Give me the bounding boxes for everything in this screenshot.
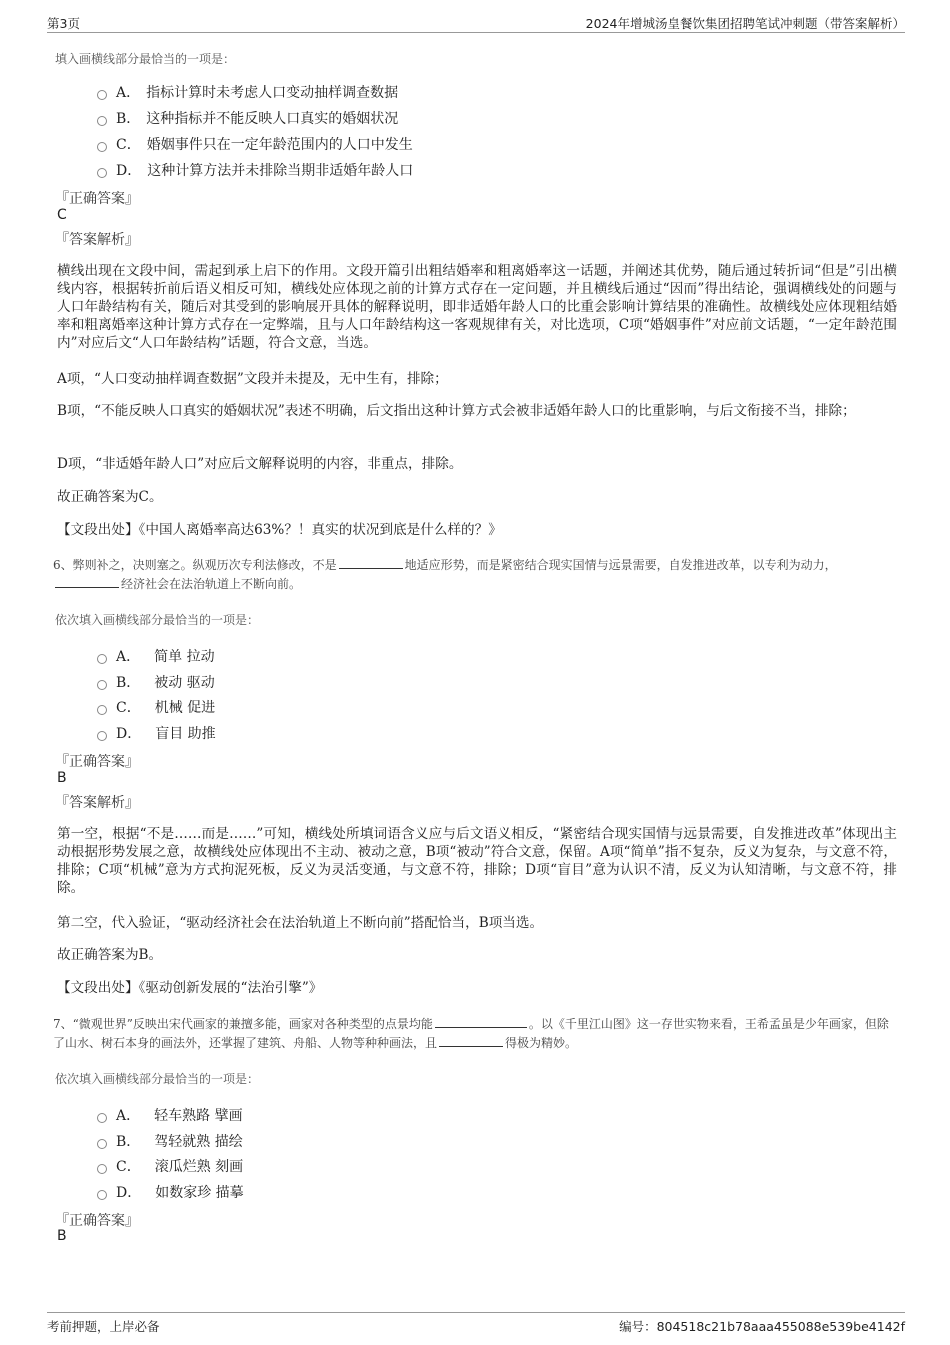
q6-analysis-label: 『答案解析』 xyxy=(55,795,139,811)
q6-analysis-paragraph: 第一空，根据“不是……而是……”可知，横线处所填词语含义应与后文语义相反，“紧密结合现实国情与远景需要，自发推进改革”体现出主动根据形势发展之意，故横线处应体现出不主动、被动之意，B项“被动”符合文意，保留。A项“简单”指不复杂，反义为复杂，与文意不符，排除；C项“机械”意为方式拘泥死板，反义为灵活变通，与文意不符，排除；D项“盲目”意为认识不清，反义为认知清晰，与文意不符，排除。 xyxy=(57,826,897,896)
q5-prompt: 填入画横线部分最恰当的一项是： xyxy=(55,52,236,66)
page-header xyxy=(47,12,905,33)
radio-icon[interactable] xyxy=(97,680,107,690)
blank-line xyxy=(439,1035,503,1047)
radio-icon[interactable] xyxy=(97,1164,107,1174)
q6-prompt: 依次填入画横线部分最恰当的一项是： xyxy=(55,613,260,627)
q7-answer: B xyxy=(57,1228,67,1244)
q6-option-a[interactable]: A． 简单 拉动 xyxy=(97,646,215,666)
q7-question-text: 7、“微观世界”反映出宋代画家的兼擅多能，画家对各种类型的点景均能 。以《千里江山图》这一存世实物来看，王希孟虽是少年画家，但除了山水、树石本身的画法外，还掌握了建筑、舟船、人物等种种画法，且 得极为精妙。 xyxy=(53,1017,889,1050)
q5-option-b[interactable]: B． 这种指标并不能反映人口真实的婚姻状况 xyxy=(97,108,398,128)
q7-prompt: 依次填入画横线部分最恰当的一项是： xyxy=(55,1072,260,1086)
radio-icon[interactable] xyxy=(97,731,107,741)
q6-option-d[interactable]: D． 盲目 助推 xyxy=(97,723,216,743)
q5-source: 【文段出处】《中国人离婚率高达63%？！真实的状况到底是什么样的？》 xyxy=(57,522,502,538)
q7-option-a[interactable]: A． 轻车熟路 擘画 xyxy=(97,1105,243,1125)
document-serial: 编号：804518c21b78aaa455088e539be4142f xyxy=(619,1319,905,1334)
radio-icon[interactable] xyxy=(97,116,107,126)
q5-analysis-paragraph: 故正确答案为C。 xyxy=(57,489,163,505)
footer-slogan: 考前押题，上岸必备 xyxy=(47,1319,160,1334)
q6-question-text: 6、弊则补之，决则塞之。纵观历次专利法修改，不是 地适应形势，而是紧密结合现实国情与远景需要，自发推进改革，以专利为动力，经济社会在法治轨道上不断向前。 xyxy=(53,558,837,591)
radio-icon[interactable] xyxy=(97,168,107,178)
q6-answer-label: 『正确答案』 xyxy=(55,754,139,770)
radio-icon[interactable] xyxy=(97,1190,107,1200)
q5-answer: C xyxy=(57,207,67,223)
q7-option-b[interactable]: B． 驾轻就熟 描绘 xyxy=(97,1131,243,1151)
q7-option-d[interactable]: D． 如数家珍 描摹 xyxy=(97,1182,244,1202)
radio-icon[interactable] xyxy=(97,1113,107,1123)
radio-icon[interactable] xyxy=(97,90,107,100)
q5-option-c[interactable]: C． 婚姻事件只在一定年龄范围内的人口中发生 xyxy=(97,134,413,154)
q6-analysis-paragraph: 第二空，代入验证，“驱动经济社会在法治轨道上不断向前”搭配恰当，B项当选。 xyxy=(57,915,544,931)
blank-line xyxy=(55,576,119,588)
q5-option-a[interactable]: A． 指标计算时未考虑人口变动抽样调查数据 xyxy=(97,82,398,102)
radio-icon[interactable] xyxy=(97,654,107,664)
q5-analysis-paragraph: B项，“不能反映人口真实的婚姻状况”表述不明确，后文指出这种计算方式会被非适婚年龄人口的比重影响，与后文衔接不当，排除； xyxy=(57,403,856,419)
q5-analysis-paragraph: D项，“非适婚年龄人口”对应后文解释说明的内容，非重点，排除。 xyxy=(57,456,463,472)
document-title: 2024年增城汤皇餐饮集团招聘笔试冲刺题（带答案解析） xyxy=(585,16,905,31)
q6-answer: B xyxy=(57,770,67,786)
radio-icon[interactable] xyxy=(97,1139,107,1149)
q5-analysis-label: 『答案解析』 xyxy=(55,232,139,248)
radio-icon[interactable] xyxy=(97,705,107,715)
q6-option-c[interactable]: C． 机械 促进 xyxy=(97,697,215,717)
q6-source: 【文段出处】《驱动创新发展的“法治引擎”》 xyxy=(57,980,323,996)
q5-analysis-paragraph: 横线出现在文段中间，需起到承上启下的作用。文段开篇引出粗结婚率和粗离婚率这一话题，并阐述其优势，随后通过转折词“但是”引出横线内容，根据转折前后语义相反可知，横线处应体现之前的计算方式存在一定问题，并且横线后通过“因而”得出结论，强调横线处的问题与人口年龄结构有关，随后对其受到的影响展开具体的解释说明，即非适婚年龄人口的比重会影响计算结果的准确性。故横线处应体现粗结婚率和粗离婚率这种计算方式存在一定弊端，且与人口年龄结构这一客观规律有关，对比选项，C项“婚姻事件”对应前文话题，“一定年龄范围内”对应后文“人口年龄结构”话题，符合文意，当选。 xyxy=(57,263,897,351)
q6-analysis-paragraph: 故正确答案为B。 xyxy=(57,947,163,963)
q5-answer-label: 『正确答案』 xyxy=(55,191,139,207)
q7-answer-label: 『正确答案』 xyxy=(55,1213,139,1229)
q6-option-b[interactable]: B． 被动 驱动 xyxy=(97,672,215,692)
q5-option-d[interactable]: D． 这种计算方法并未排除当期非适婚年龄人口 xyxy=(97,160,413,180)
page-footer xyxy=(47,1312,905,1335)
page-number: 第3页 xyxy=(47,16,80,31)
q7-option-c[interactable]: C． 滚瓜烂熟 刻画 xyxy=(97,1156,243,1176)
blank-line xyxy=(435,1016,527,1028)
q5-analysis-paragraph: A项，“人口变动抽样调查数据”文段并未提及，无中生有，排除； xyxy=(57,371,448,387)
radio-icon[interactable] xyxy=(97,142,107,152)
blank-line xyxy=(339,557,403,569)
